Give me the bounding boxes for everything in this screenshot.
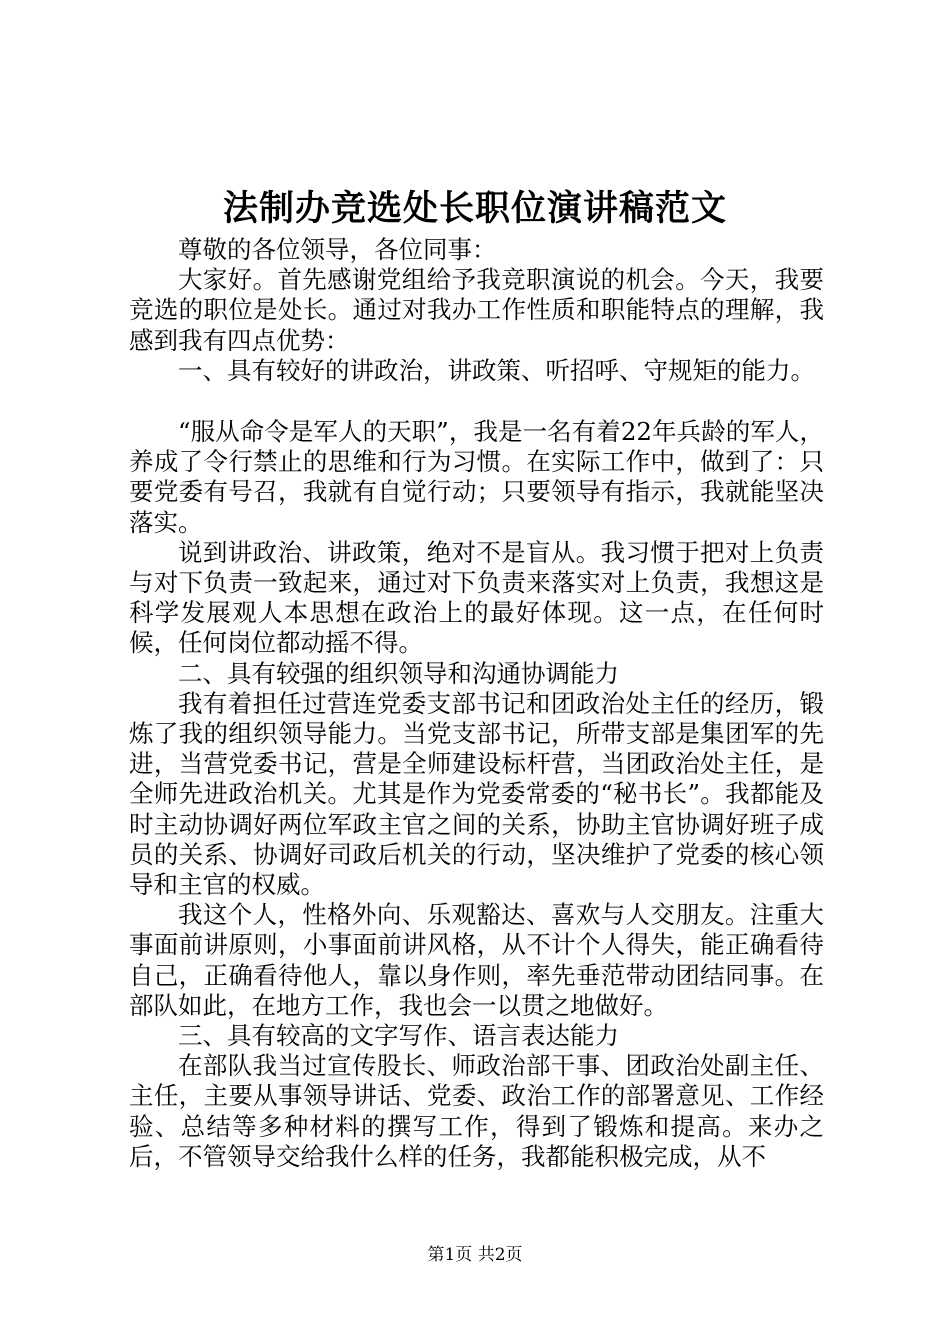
salutation-paragraph: 尊敬的各位领导，各位同事： [178,235,497,264]
body-paragraph: 说到讲政治、讲政策，绝对不是盲从。我习惯于把对上负责与对下负责一致起来，通过对下负责来落实对上负责，我想这是科学发展观人本思想在政治上的最好体现。这一点，在任何时候，任何岗位都动摇不得。 [129,537,824,658]
body-paragraph: 在部队我当过宣传股长、师政治部干事、团政治处副主任、主任，主要从事领导讲话、党委、政治工作的部署意见、工作经验、总结等多种材料的撰写工作，得到了锻炼和提高。来办之后，不管领导交给我什么样的任务，我都能积极完成，从不 [129,1051,824,1171]
body-paragraph: 我有着担任过营连党委支部书记和团政治处主任的经历，锻炼了我的组织领导能力。当党支部书记，所带支部是集团军的先进，当营党委书记，营是全师建设标杆营，当团政治处主任，是全师先进政治机关。尤其是作为党委常委的“秘书长”。我都能及时主动协调好两位军政主官之间的关系，协助主官协调好班子成员的关系、协调好司政后机关的行动，坚决维护了党委的核心领导和主官的权威。 [129,688,824,900]
page-number-footer: 第1页 共2页 [427,1245,523,1265]
section-heading-1: 一、具有较好的讲政治，讲政策、听招呼、守规矩的能力。 [178,355,815,385]
section-heading-2: 二、具有较强的组织领导和沟通协调能力 [178,658,619,688]
document-body [129,235,824,1172]
body-paragraph: 我这个人，性格外向、乐观豁达、喜欢与人交朋友。注重大事面前讲原则，小事面前讲风格，从不计个人得失，能正确看待自己，正确看待他人，靠以身作则，率先垂范带动团结同事。在部队如此，在地方工作，我也会一以贯之地做好。 [129,900,824,1020]
body-paragraph: “服从命令是军人的天职”，我是一名有着22年兵龄的军人，养成了令行禁止的思维和行为习惯。在实际工作中，做到了：只要党委有号召，我就有自觉行动；只要领导有指示，我就能坚决落实。 [129,417,824,537]
section-heading-3: 三、具有较高的文字写作、语言表达能力 [178,1021,619,1051]
opening-paragraph: 大家好。首先感谢党组给予我竞职演说的机会。今天，我要竞选的职位是处长。通过对我办工作性质和职能特点的理解，我感到我有四点优势： [129,265,824,355]
document-title: 法制办竞选处长职位演讲稿范文 [222,188,727,229]
